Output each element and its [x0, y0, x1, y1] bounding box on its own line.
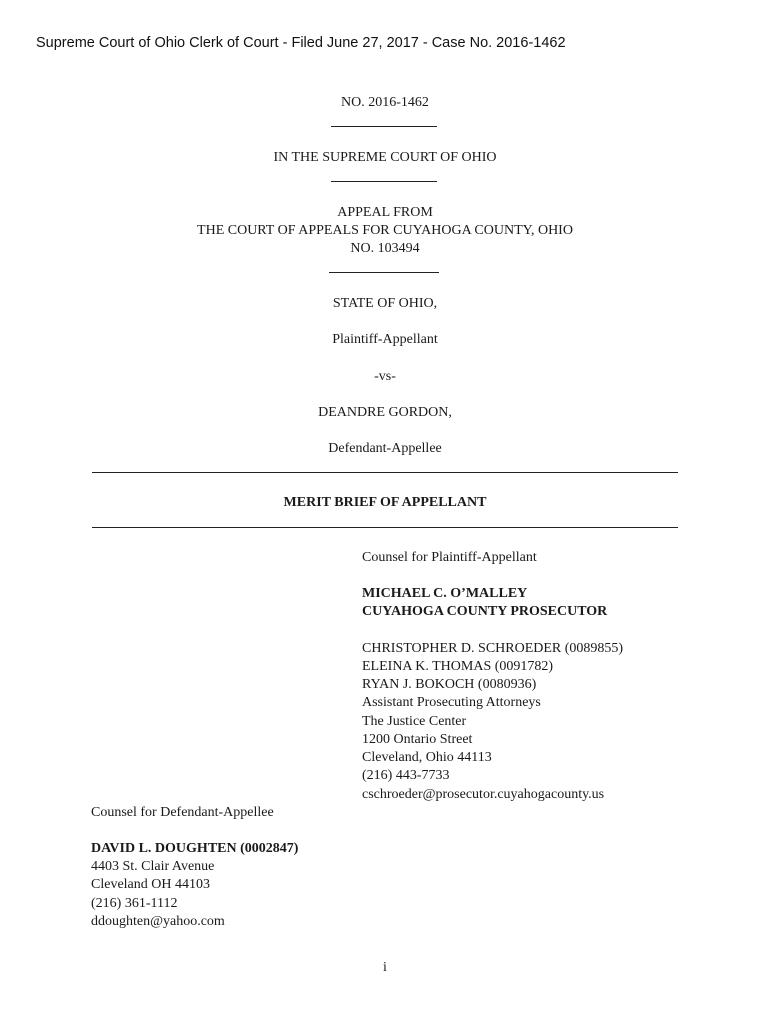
plaintiff-name: STATE OF OHIO,	[332, 296, 438, 311]
appellee-counsel-name: DAVID L. DOUGHTEN (0002847)	[91, 841, 299, 856]
appellant-counsel-line: The Justice Center	[362, 714, 467, 729]
appeal-from: APPEAL FROM	[337, 205, 433, 220]
defendant-role: Defendant-Appellee	[328, 441, 442, 456]
divider-rule	[331, 181, 437, 182]
appellee-counsel-line: (216) 361-1112	[91, 896, 178, 911]
appellee-counsel-heading: Counsel for Defendant-Appellee	[91, 805, 274, 820]
lower-case-number: NO. 103494	[350, 241, 420, 256]
appellant-counsel-line: Assistant Prosecuting Attorneys	[362, 695, 541, 710]
appellant-counsel-email: cschroeder@prosecutor.cuyahogacounty.us	[362, 787, 605, 802]
appellant-counsel-line: 1200 Ontario Street	[362, 732, 473, 747]
appellee-counsel-line: 4403 St. Clair Avenue	[91, 859, 215, 874]
appellant-counsel-line: Cleveland, Ohio 44113	[362, 750, 492, 765]
court-name: IN THE SUPREME COURT OF OHIO	[273, 150, 497, 165]
appellee-counsel-email: ddoughten@yahoo.com	[91, 914, 225, 929]
appellant-counsel-line: (216) 443-7733	[362, 768, 450, 783]
document-title: MERIT BRIEF OF APPELLANT	[283, 495, 487, 510]
title-bottom-rule	[92, 527, 678, 528]
appellant-counsel-line: CHRISTOPHER D. SCHROEDER (0089855)	[362, 641, 624, 656]
filing-stamp: Supreme Court of Ohio Clerk of Court - Filed June 27, 2017 - Case No. 2016-1462	[36, 35, 566, 51]
prosecutor-name: MICHAEL C. O’MALLEY	[362, 586, 528, 601]
appellant-counsel-heading: Counsel for Plaintiff-Appellant	[362, 550, 537, 565]
appellant-counsel-line: ELEINA K. THOMAS (0091782)	[362, 659, 554, 674]
prosecutor-title: CUYAHOGA COUNTY PROSECUTOR	[362, 604, 608, 619]
lower-court: THE COURT OF APPEALS FOR CUYAHOGA COUNTY, OHIO	[197, 223, 573, 238]
versus: -vs-	[374, 369, 396, 384]
appellant-counsel-line: RYAN J. BOKOCH (0080936)	[362, 677, 537, 692]
divider-rule	[331, 126, 437, 127]
appellee-counsel-line: Cleveland OH 44103	[91, 877, 210, 892]
page-number: i	[383, 960, 387, 975]
title-top-rule	[92, 472, 678, 473]
divider-rule	[329, 272, 439, 273]
case-number: NO. 2016-1462	[341, 95, 429, 110]
defendant-name: DEANDRE GORDON,	[318, 405, 452, 420]
plaintiff-role: Plaintiff-Appellant	[332, 332, 438, 347]
